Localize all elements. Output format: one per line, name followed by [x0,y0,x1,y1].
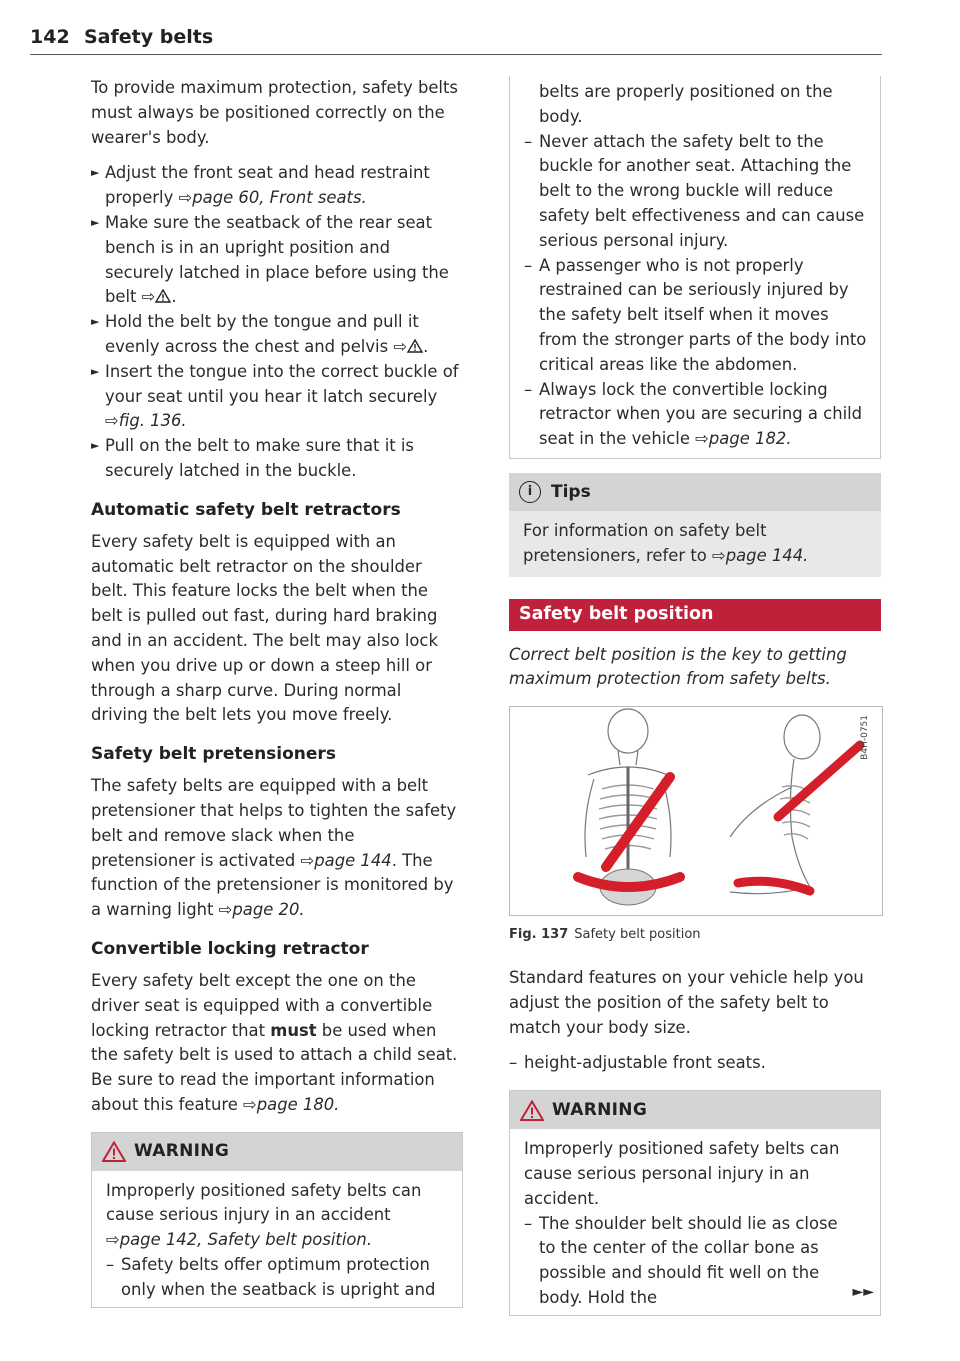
warning-header [92,1133,462,1171]
warning-header [510,1091,880,1129]
heading-pretensioners: Safety belt pretensioners [91,744,336,765]
cross-reference[interactable]: ⇨page 144. [712,545,809,565]
figure-caption: Fig. 137 Safety belt position [509,927,701,943]
warning-triangle-icon[interactable] [155,289,171,303]
section-heading-bar: Safety belt position [509,599,881,631]
cross-reference[interactable]: ⇨page 182. [695,429,792,449]
paragraph-convertible: Every safety belt except the one on the driver seat is equipped with a convertible locking retractor that must be used when the safety belt is used to attach a child seat. Be sure to read the important information about this feature ⇨page 180. [91,970,458,1114]
warning-continued-box [509,76,881,459]
continue-arrow-icon: ►► [852,1283,874,1300]
bullet-item: ► Make sure the seatback of the rear seat bench is in an upright position and securely latched in place before using the belt ⇨ . [91,212,449,307]
tips-title: Tips [551,481,591,502]
dash-item: – A passenger who is not properly restrained can be seriously injured by the safety belt itself when it moves from the stronger parts of the body into critical areas like the abdomen. [524,255,867,374]
section-intro: Correct belt position is the key to getting maximum protection from safety belts. [509,644,847,689]
paragraph-pretensioners: The safety belts are equipped with a belt pretensioner that helps to tighten the safety belt and remove slack when the pretensioner is activated ⇨page 144. The function of the pretensioner is monitored by a warning light ⇨page 20. [91,776,457,920]
dash-item: – Always lock the convertible locking retractor when you are securing a child seat in the vehicle ⇨page 182. [524,379,863,449]
dash-item: – height-adjustable front seats. [509,1053,766,1073]
cross-reference[interactable]: ⇨page 60, Front seats. [178,188,367,208]
bullet-item: ► Hold the belt by the tongue and pull it evenly across the chest and pelvis ⇨ . [91,312,429,356]
bullet-item: ► Insert the tongue into the correct buckle of your seat until you hear it latch securely ⇨fig. 136. [91,361,459,431]
dash-item: – The shoulder belt should lie as close to the center of the collar bone as possible and should fit well on the body. Hold the [524,1213,838,1307]
dash-item: – Never attach the safety belt to the buckle for another seat. Attaching the belt to the wrong buckle will reduce safety belt effectiveness and can cause serious personal injury. [524,131,865,250]
page-number: 142 [30,26,70,48]
warning-triangle-icon [520,1100,544,1121]
heading-retractors: Automatic safety belt retractors [91,499,401,520]
cross-reference[interactable]: ⇨page 20. [218,900,305,920]
warning-continued-text: belts are properly positioned on the body. [539,82,833,126]
triangle-right-icon: ► [91,166,100,180]
triangle-right-icon: ► [91,315,100,329]
tips-box [509,473,881,577]
left-column [91,76,463,1308]
warning-title: WARNING [552,1099,648,1120]
warning-title: WARNING [134,1141,230,1162]
section-title: Safety belts [84,26,214,48]
dash-item: – Safety belts offer optimum protection only when the seatback is upright and [106,1255,436,1299]
tips-header [509,473,881,511]
paragraph-standard: Standard features on your vehicle help you adjust the position of the safety belt to match your body size. [509,967,864,1037]
warning-triangle-icon [102,1141,126,1162]
warning-box [91,1132,463,1308]
bullet-item: ► Adjust the front seat and head restraint properly ⇨page 60, Front seats. [91,163,430,208]
warning-body [510,1129,880,1315]
warning-text: Improperly positioned safety belts can cause serious injury in an accident ⇨page 142, Safety belt position. [106,1180,422,1250]
page-header [30,24,882,55]
figure-safety-belt-position [509,706,883,916]
heading-convertible: Convertible locking retractor [91,938,369,959]
cross-reference[interactable]: ⇨fig. 136. [105,411,187,431]
figure-id: B4H-0751 [860,715,871,760]
tips-body: For information on safety belt pretensioners, refer to ⇨page 144. [523,520,809,565]
bullet-item: ► Pull on the belt to make sure that it is securely latched in the buckle. [91,436,414,480]
warning-text: Improperly positioned safety belts can cause serious personal injury in an accident. [524,1139,840,1208]
cross-reference[interactable]: ⇨page 142, Safety belt position. [106,1230,373,1250]
info-circle-icon: i [519,481,541,503]
cross-reference[interactable]: ⇨page 180. [243,1094,340,1114]
warning-triangle-icon[interactable] [407,339,423,353]
cross-reference[interactable]: ⇨page 144 [300,850,392,870]
triangle-right-icon: ► [91,439,100,453]
right-column [509,76,881,1316]
triangle-right-icon: ► [91,364,100,378]
triangle-right-icon: ► [91,215,100,229]
skeleton-illustration [510,707,882,915]
intro-paragraph: To provide maximum protection, safety belts must always be positioned correctly on the wearer's body. [91,78,458,147]
warning-box [509,1090,881,1316]
paragraph-retractors: Every safety belt is equipped with an automatic belt retractor on the shoulder belt. This feature locks the belt when the belt is pulled out fast, during hard braking and in an accident. The belt may also lock when you drive up or down a steep hill or through a sharp curve. During normal driving the belt lets you move freely. [91,531,438,725]
warning-body [92,1171,462,1307]
